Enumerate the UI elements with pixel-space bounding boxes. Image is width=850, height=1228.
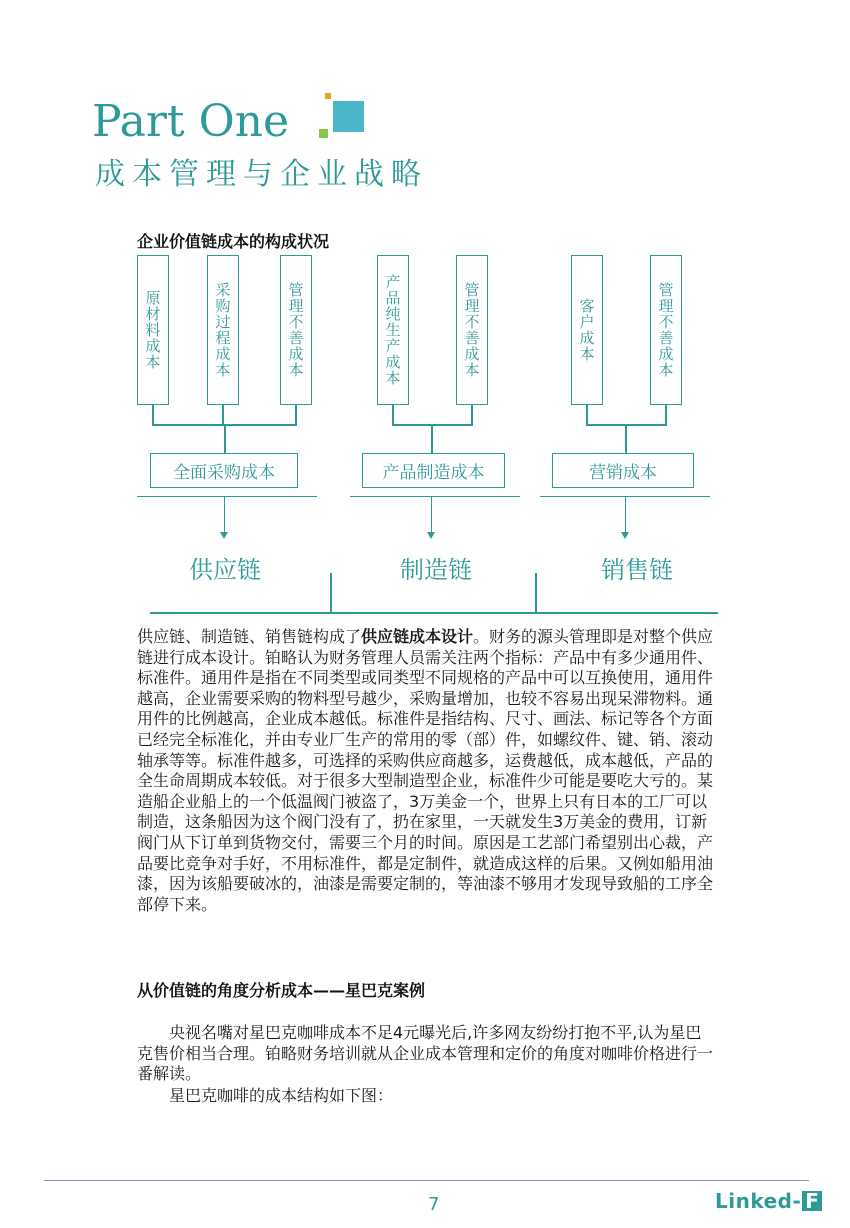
divider-line <box>137 496 317 497</box>
cost-box-raw-material: 原材料成本 <box>137 255 169 405</box>
page-number: 7 <box>428 1194 440 1215</box>
starbucks-section-heading: 从价值链的角度分析成本——星巴克案例 <box>137 981 426 1000</box>
cost-box-purchasing-process: 采购过程成本 <box>207 255 239 405</box>
cost-box-mismanagement-2: 管理不善成本 <box>456 255 488 405</box>
paragraph-lead: 供应链、制造链、销售链构成了 <box>137 627 362 646</box>
group-box-marketing: 营销成本 <box>552 453 694 488</box>
group-box-manufacturing: 产品制造成本 <box>362 453 505 488</box>
chain-label-manufacturing: 制造链 <box>400 556 472 584</box>
arrow-down-icon <box>220 532 228 539</box>
connector-line <box>586 405 588 425</box>
arrow-down-icon <box>427 532 435 539</box>
arrow-shaft <box>431 497 432 534</box>
connector-line <box>625 424 627 453</box>
part-title: Part One <box>92 96 290 147</box>
decorative-square-orange <box>325 93 331 99</box>
chain-label-supply: 供应链 <box>189 556 261 584</box>
cost-box-mismanagement-1: 管理不善成本 <box>280 255 312 405</box>
connector-line <box>431 424 433 453</box>
part-subtitle: 成本管理与企业战略 <box>95 157 428 192</box>
arrow-shaft <box>224 497 225 534</box>
footer-rule <box>44 1180 809 1181</box>
arrow-down-icon <box>621 532 629 539</box>
arrow-shaft <box>625 497 626 534</box>
chain-separator <box>535 573 537 613</box>
brand-text: Linked- <box>715 1189 802 1213</box>
connector-line <box>586 424 667 426</box>
divider-line <box>350 496 520 497</box>
group-box-purchasing: 全面采购成本 <box>150 453 298 488</box>
paragraph-supply-chain-cost <box>137 627 717 915</box>
starbucks-paragraph: 央视名嘴对星巴克咖啡成本不足4元曝光后,许多网友纷纷打抱不平,认为星巴克售价相当合理。铂略财务培训就从企业成本管理和定价的角度对咖啡价格进行一番解读。 <box>137 1023 714 1084</box>
chain-baseline <box>150 612 718 614</box>
connector-line <box>224 424 226 453</box>
decorative-square-green <box>319 129 328 138</box>
diagram-heading: 企业价值链成本的构成状况 <box>137 232 330 251</box>
connector-line <box>471 405 473 425</box>
connector-line <box>152 405 154 425</box>
connector-line <box>665 405 667 425</box>
connector-line <box>222 405 224 425</box>
paragraph-rest: 。财务的源头管理即是对整个供应链进行成本设计。铂略认为财务管理人员需关注两个指标：产品中有多少通用件、标准件。通用件是指在不同类型或同类型不同规格的产品中可以互换使用，通用件越高，企业需要采购的物料型号越少，采购量增加，也较不容易出现呆滞物料。通用件的比例越高，企业成本越低。标准件是指结构、尺寸、画法、标记等各个方面已经完全标准化，并由专业厂生产的常用的零（部）件，如螺纹件、键、销、滚动轴承等等。标准件越多，可选择的采购供应商越多，运费越低，成本越低，产品的全生命周期成本较低。对于很多大型制造型企业，标准件少可能是要吃大亏的。某造船企业船上的一个低温阀门被盗了，3万美金一个，世界上只有日本的工厂可以制造，这条船因为这个阀门没有了，扔在家里，一天就发生3万美金的费用，订新阀门从下订单到货物交付，需要三个月的时间。原因是工艺部门希望别出心裁，产品要比竞争对手好，不用标准件，都是定制件，就造成这样的后果。又例如船用油漆，因为该船要破冰的，油漆是需要定制的，等油漆不够用才发现导致船的工序全部停下来。 <box>137 627 714 914</box>
brand-logo <box>715 1191 822 1211</box>
paragraph-bold-term: 供应链成本设计 <box>361 627 474 646</box>
cost-box-pure-production: 产品纯生产成本 <box>377 255 409 405</box>
chain-label-sales: 销售链 <box>601 556 673 584</box>
connector-line <box>392 424 473 426</box>
chain-separator <box>330 573 332 613</box>
connector-line <box>392 405 394 425</box>
cost-box-mismanagement-3: 管理不善成本 <box>650 255 682 405</box>
cost-box-customer: 客户成本 <box>571 255 603 405</box>
decorative-square-blue <box>333 101 364 132</box>
connector-line <box>295 405 297 425</box>
starbucks-caption: 星巴克咖啡的成本结构如下图： <box>169 1086 394 1105</box>
brand-mark: F <box>802 1191 822 1211</box>
